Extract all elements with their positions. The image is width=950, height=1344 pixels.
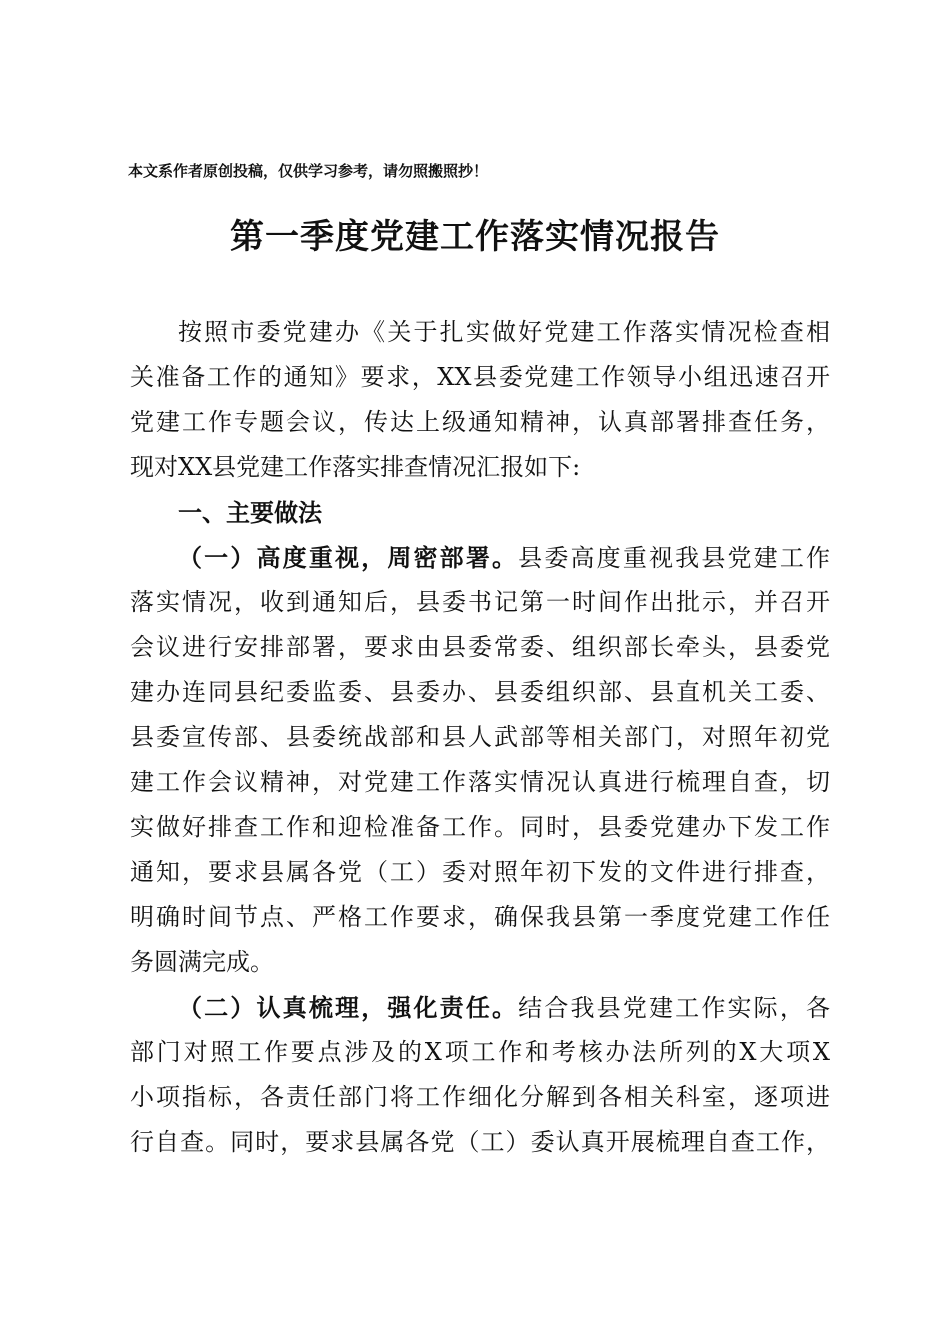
subsection-1-line: 通知，要求县属各党（工）委对照年初下发的文件进行排查， xyxy=(130,858,830,886)
subsection-1-line: 明确时间节点、严格工作要求，确保我县第一季度党建工作任 xyxy=(130,903,830,931)
subsection-2-first-line xyxy=(130,985,830,1030)
subsection-1-line: 实做好排查工作和迎检准备工作。同时，县委党建办下发工作 xyxy=(130,813,830,841)
subsection-1-heading: （一）高度重视，周密部署。 xyxy=(178,543,519,572)
document-title: 第一季度党建工作落实情况报告 xyxy=(230,217,720,257)
subsection-2-line: 行自查。同时，要求县属各党（工）委认真开展梳理自查工作， xyxy=(130,1128,830,1156)
subsection-1-line: 县委宣传部、县委统战部和县人武部等相关部门，对照年初党 xyxy=(130,723,830,751)
subsection-1-first-line-text: 县委高度重视我县党建工作 xyxy=(518,544,831,572)
intro-line-1: 按照市委党建办《关于扎实做好党建工作落实情况检查相 xyxy=(178,318,830,346)
copyright-notice: 本文系作者原创投稿，仅供学习参考，请勿照搬照抄！ xyxy=(128,162,489,180)
subsection-1-first-line xyxy=(130,535,830,580)
document-body xyxy=(130,310,830,1165)
intro-line-2: 关准备工作的通知》要求，XX县委党建工作领导小组迅速召开 xyxy=(130,363,830,391)
subsection-2-first-line-text: 结合我县党建工作实际，各 xyxy=(518,994,831,1022)
intro-line-4: 现对XX县党建工作落实排查情况汇报如下: xyxy=(130,453,581,481)
subsection-1-line: 落实情况，收到通知后，县委书记第一时间作出批示，并召开 xyxy=(130,588,830,616)
subsection-2-line: 小项指标，各责任部门将工作细化分解到各相关科室，逐项进 xyxy=(130,1083,830,1111)
subsection-1-line: 会议进行安排部署，要求由县委常委、组织部长牵头，县委党 xyxy=(130,633,830,661)
subsection-1-line: 务圆满完成。 xyxy=(130,948,274,976)
subsection-1-line: 建办连同县纪委监委、县委办、县委组织部、县直机关工委、 xyxy=(130,678,830,706)
subsection-2-line: 部门对照工作要点涉及的X项工作和考核办法所列的X大项X xyxy=(130,1038,830,1066)
section-heading-1: 一、主要做法 xyxy=(178,498,322,527)
intro-line-3: 党建工作专题会议，传达上级通知精神，认真部署排查任务， xyxy=(130,408,830,436)
subsection-2-heading: （二）认真梳理，强化责任。 xyxy=(178,993,519,1022)
subsection-1-line: 建工作会议精神，对党建工作落实情况认真进行梳理自查，切 xyxy=(130,768,830,796)
